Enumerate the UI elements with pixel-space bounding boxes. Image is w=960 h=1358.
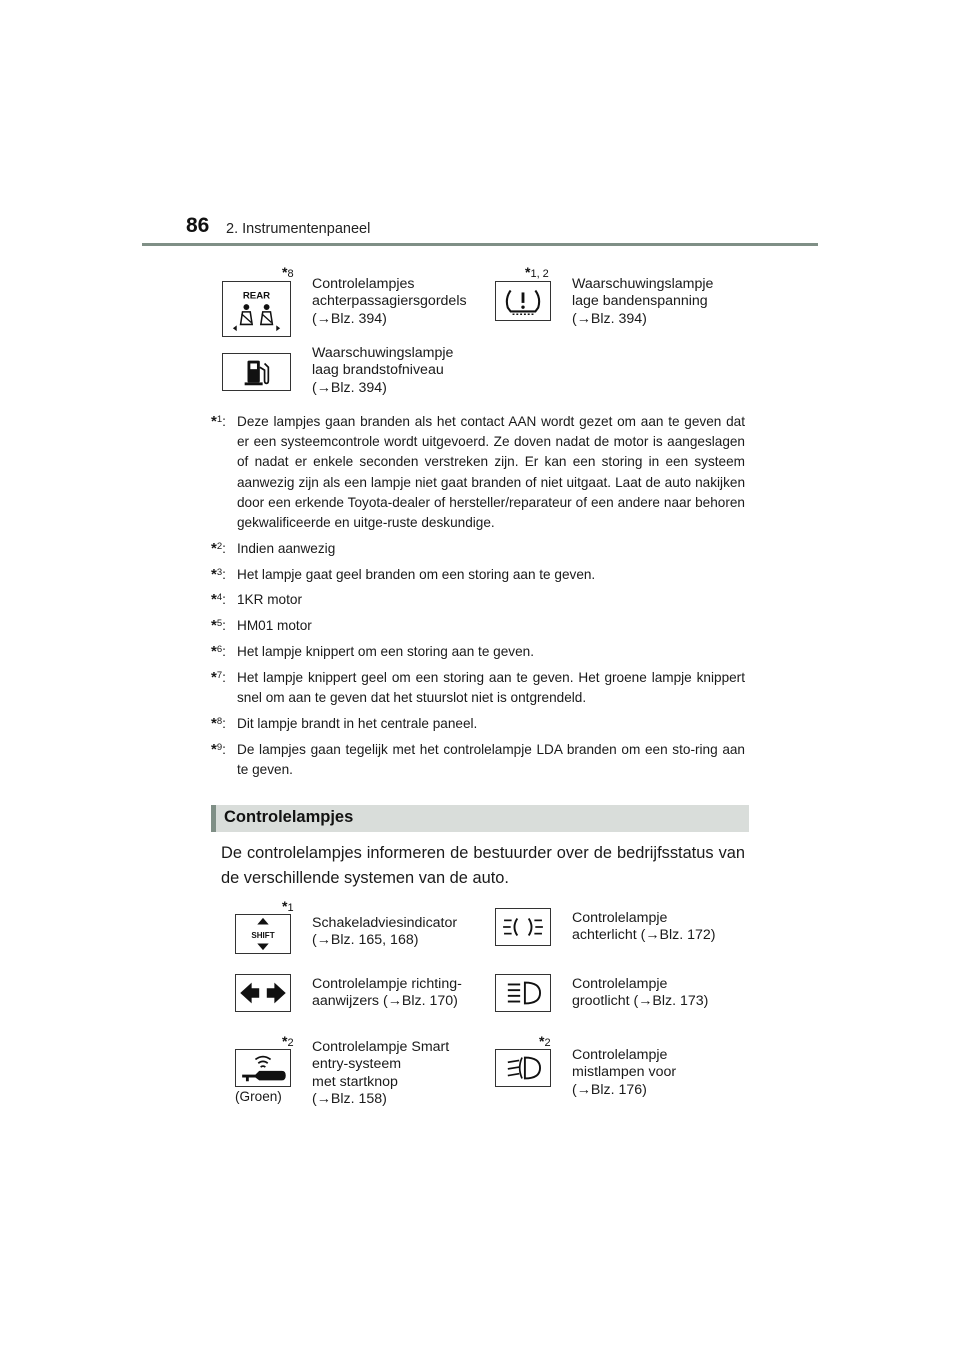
footnote-item: *$^8$: Dit lampje brandt in het centrale paneel. bbox=[211, 714, 478, 732]
rear-seatbelt-reminder-icon bbox=[222, 281, 291, 337]
turn-signal-indicator-icon bbox=[235, 974, 291, 1012]
footnotes-list bbox=[211, 412, 745, 786]
footnote-marker: *2 bbox=[282, 1033, 294, 1049]
section-accent bbox=[211, 805, 216, 832]
chapter-title: 2. Instrumentenpaneel bbox=[226, 221, 371, 237]
rear-seatbelt-reminder-label: Controlelampjes achterpassagiersgordels (→Blz. 394) bbox=[312, 276, 467, 327]
page-header bbox=[0, 0, 960, 250]
footnote-item: *$^5$: HM01 motor bbox=[211, 617, 312, 635]
section-title: Controlelampjes bbox=[224, 808, 354, 826]
smart-entry-indicator-label: Controlelampje Smart entry-systeem met startknop (→Blz. 158) bbox=[312, 1039, 450, 1107]
tail-light-indicator-icon bbox=[495, 908, 551, 946]
fuel-level-warning-icon bbox=[222, 353, 291, 391]
section-intro: De controlelampjes informeren de bestuurder over de bedrijfsstatus van de verschillende systemen van de auto. bbox=[221, 844, 745, 887]
smart-entry-color-label: (Groen) bbox=[235, 1089, 282, 1104]
high-beam-indicator-label: Controlelampje grootlicht (→Blz. 173) bbox=[572, 976, 709, 1010]
high-beam-indicator-icon bbox=[495, 974, 551, 1012]
footnote-item: *$^4$: 1KR motor bbox=[211, 591, 302, 609]
tail-light-indicator-label: Controlelampje achterlicht (→Blz. 172) bbox=[572, 910, 716, 944]
footnote-item: *$^3$: Het lampje gaat geel branden om een storing aan te geven. bbox=[211, 565, 596, 583]
page-number: 86 bbox=[186, 214, 210, 237]
tire-pressure-warning-icon bbox=[495, 281, 551, 321]
svg-text:REAR: REAR bbox=[242, 290, 271, 302]
section-heading bbox=[211, 805, 749, 832]
footnote-marker: *2 bbox=[539, 1033, 551, 1049]
front-fog-light-indicator-icon bbox=[495, 1049, 551, 1087]
footnote-item: *$^7$: Het lampje knippert geel om een storing aan te geven. Het groene lampje knippert snel om aan te geven dat het stuurslot niet is ontgrendeld. bbox=[211, 668, 745, 705]
footnote-item: *$^1$: Deze lampjes gaan branden als het contact AAN wordt gezet om aan te geven dat er een systeemcontrole wordt uitgevoerd. Ze doven nadat de motor is aangeslagen of nadat er enkele seconden verstreken zijn. Er kan een storing in een systeem aanwezig zijn als een lampje niet gaat branden of niet uitgaat. Laat de auto nakijken door een erkende Toyota-dealer of hersteller/reparateur of een andere naar behoren gekwalificeerde en uitge-ruste deskundige. bbox=[211, 413, 745, 531]
footnote-item: *$^2$: Indien aanwezig bbox=[211, 539, 336, 557]
shift-icon-text: SHIFT bbox=[251, 930, 275, 940]
shift-indicator-label: Schakeladviesindicator (→Blz. 165, 168) bbox=[312, 915, 458, 949]
footnote-item: *$^6$: Het lampje knippert om een storing aan te geven. bbox=[211, 643, 534, 660]
footnote-marker: *1 bbox=[282, 898, 294, 914]
header-divider bbox=[142, 243, 818, 246]
turn-signal-indicator-label: Controlelampje richting- aanwijzers (→Blz. 170) bbox=[312, 976, 462, 1010]
tire-pressure-warning-label: Waarschuwingslampje lage bandenspanning (→Blz. 394) bbox=[572, 276, 714, 327]
front-fog-light-indicator-label: Controlelampje mistlampen voor (→Blz. 176) bbox=[572, 1047, 677, 1098]
smart-entry-indicator-icon bbox=[235, 1049, 291, 1087]
fuel-level-warning-label: Waarschuwingslampje laag brandstofniveau (→Blz. 394) bbox=[312, 345, 454, 396]
footnote-marker: *8 bbox=[282, 264, 294, 280]
footnote-item: *$^9$: De lampjes gaan tegelijk met het controlelampje LDA branden om een sto-ring aan te geven. bbox=[211, 740, 745, 777]
footnote-marker: *1, 2 bbox=[525, 264, 549, 280]
shift-indicator-icon bbox=[235, 914, 291, 954]
